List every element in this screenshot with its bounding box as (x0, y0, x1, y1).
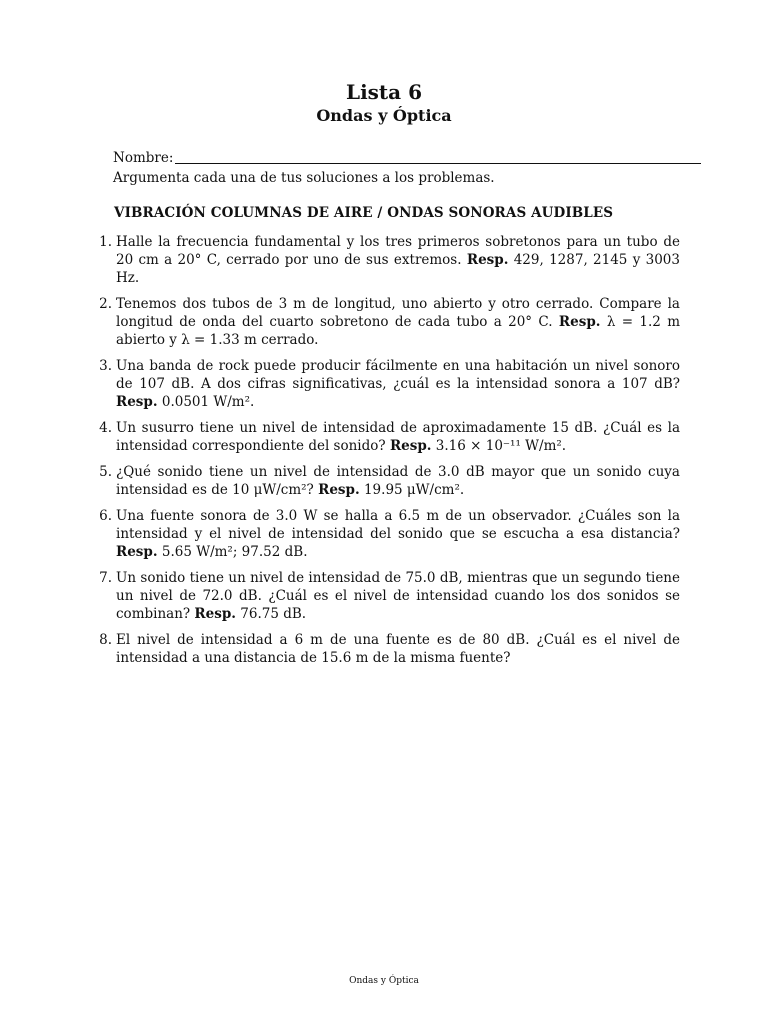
problem-item (92, 419, 680, 455)
resp-label: Resp. (194, 606, 236, 622)
page-subtitle: Ondas y Óptica (316, 106, 452, 125)
resp-label: Resp. (466, 252, 509, 268)
problem-question: Un susurro tiene un nivel de intensidad de aproximadamente 15 dB. ¿Cuál es la intensidad correspondiente del sonido? (116, 420, 680, 454)
section-heading: VIBRACIÓN COLUMNAS DE AIRE / ONDAS SONORAS AUDIBLES (114, 205, 614, 221)
resp-label: Resp. (389, 438, 432, 454)
problem-answer: 429, 1287, 2145 y 3003 Hz. (116, 252, 680, 286)
problem-item (92, 569, 680, 623)
problem-answer: 0.0501 W/m². (161, 394, 255, 410)
problem-item (92, 233, 680, 287)
problem-number: 7. (99, 570, 112, 586)
problem-question: El nivel de intensidad a 6 m de una fuente es de 80 dB. ¿Cuál es el nivel de intensidad a una distancia de 15.6 m de la misma fuente? (116, 632, 680, 666)
resp-label: Resp. (116, 394, 158, 410)
problem-answer: 19.95 μW/cm². (363, 482, 465, 498)
problem-question: Halle la frecuencia fundamental y los tres primeros sobretonos para un tubo de 20 cm a 20° C, cerrado por uno de sus extremos. (116, 234, 680, 268)
instructions: Argumenta cada una de tus soluciones a los problemas. (113, 170, 495, 186)
resp-label: Resp. (558, 314, 601, 330)
problem-question: ¿Qué sonido tiene un nivel de intensidad de 3.0 dB mayor que un sonido cuya intensidad es de 10 μW/cm²? (116, 464, 680, 498)
problem-list (92, 233, 680, 675)
problem-item (92, 463, 680, 499)
problem-item (92, 507, 680, 561)
resp-label: Resp. (116, 544, 158, 560)
problem-number: 6. (99, 508, 112, 524)
problem-question: Un sonido tiene un nivel de intensidad de 75.0 dB, mientras que un segundo tiene un nivel de 72.0 dB. ¿Cuál es el nivel de intensidad cuando los dos sonidos se combinan? (116, 570, 680, 622)
problem-question: Una fuente sonora de 3.0 W se halla a 6.5 m de un observador. ¿Cuáles son la intensidad y el nivel de intensidad del sonido que se escucha a esa distancia? (116, 508, 680, 542)
problem-question: Una banda de rock puede producir fácilmente en una habitación un nivel sonoro de 107 dB. A dos cifras significativas, ¿cuál es la intensidad sonora a 107 dB? (116, 358, 680, 392)
problem-item (92, 631, 680, 667)
page-title: Lista 6 (346, 80, 422, 104)
problem-number: 3. (99, 358, 112, 374)
resp-label: Resp. (318, 482, 360, 498)
problem-number: 5. (99, 464, 112, 480)
problem-answer: λ = 1.2 m abierto y λ = 1.33 m cerrado. (116, 314, 681, 348)
problem-item (92, 295, 680, 349)
name-label: Nombre: (113, 150, 174, 166)
problem-number: 4. (99, 420, 112, 436)
problem-answer: 3.16 × 10⁻¹¹ W/m². (435, 438, 567, 454)
name-underline (175, 163, 701, 164)
problem-answer: 5.65 W/m²; 97.52 dB. (161, 544, 308, 560)
problem-number: 1. (99, 234, 112, 250)
problem-question: Tenemos dos tubos de 3 m de longitud, uno abierto y otro cerrado. Compare la longitud de onda del cuarto sobretono de cada tubo a 20° C. (116, 296, 680, 330)
name-row (113, 149, 701, 167)
problem-item (92, 357, 680, 411)
problem-answer: 76.75 dB. (240, 606, 307, 622)
problem-number: 2. (99, 296, 112, 312)
page-footer: Ondas y Óptica (349, 976, 419, 986)
problem-number: 8. (99, 632, 112, 648)
